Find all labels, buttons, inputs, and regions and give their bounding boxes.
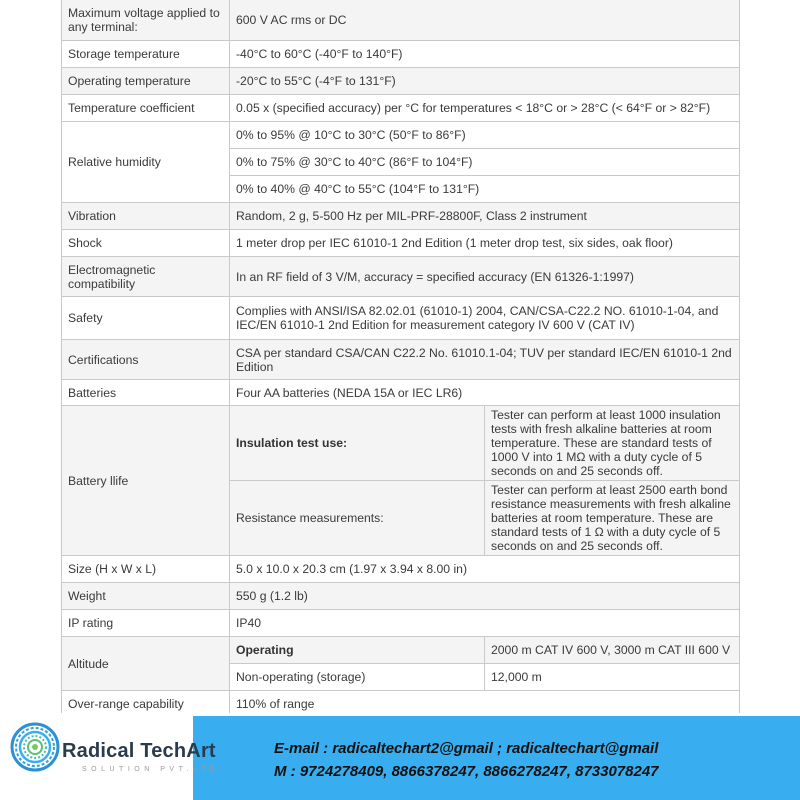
spec-label: Shock [62, 230, 230, 257]
table-row [62, 41, 740, 68]
brand-name: Radical TechArt [62, 740, 216, 762]
spec-label: Over-range capability [62, 691, 230, 718]
spec-value: 0% to 75% @ 30°C to 40°C (86°F to 104°F) [230, 149, 740, 176]
spec-label: Electromagnetic compatibility [62, 257, 230, 297]
phone-line: M : 9724278409, 8866378247, 8866278247, 8733078247 [274, 763, 659, 780]
spec-value: 600 V AC rms or DC [230, 0, 740, 41]
sub-label: Operating [230, 637, 485, 664]
spec-label: Relative humidity [62, 122, 230, 203]
sub-label: Insulation test use: [230, 406, 485, 481]
email-line: E-mail : radicaltechart2@gmail ; radicaltechart@gmail [274, 740, 659, 757]
contact-info [274, 737, 659, 783]
spec-label: Vibration [62, 203, 230, 230]
sub-label: Non-operating (storage) [230, 664, 485, 691]
spec-value: 0% to 95% @ 10°C to 30°C (50°F to 86°F) [230, 122, 740, 149]
spec-value: 12,000 m [485, 664, 740, 691]
spec-value: Four AA batteries (NEDA 15A or IEC LR6) [230, 380, 740, 406]
table-row [62, 583, 740, 610]
spec-value: 0% to 40% @ 40°C to 55°C (104°F to 131°F) [230, 176, 740, 203]
spec-value: 1 meter drop per IEC 61010-1 2nd Edition (1 meter drop test, six sides, oak floor) [230, 230, 740, 257]
specifications-table [61, 0, 740, 718]
spec-value: IP40 [230, 610, 740, 637]
spec-value: 0.05 x (specified accuracy) per °C for temperatures < 18°C or > 28°C (< 64°F or > 82°F) [230, 95, 740, 122]
table-row [62, 0, 740, 41]
table-row [62, 406, 740, 481]
spec-value: Complies with ANSI/ISA 82.02.01 (61010-1) 2004, CAN/CSA-C22.2 NO. 61010-1-04, and IEC/EN 61010-1 2nd Edition for measurement category IV 600 V (CAT IV) [230, 297, 740, 340]
brand-tagline: SOLUTION PVT.LTD. [82, 766, 226, 773]
spec-label: Storage temperature [62, 41, 230, 68]
logo-icon [10, 722, 60, 777]
spec-label: Operating temperature [62, 68, 230, 95]
spec-value: 110% of range [230, 691, 740, 718]
spec-label: Altitude [62, 637, 230, 691]
spec-value: Random, 2 g, 5-500 Hz per MIL-PRF-28800F, Class 2 instrument [230, 203, 740, 230]
table-row [62, 95, 740, 122]
table-row [62, 122, 740, 149]
table-row [62, 556, 740, 583]
sub-label: Resistance measurements: [230, 481, 485, 556]
table-row [62, 203, 740, 230]
spec-label: Battery llife [62, 406, 230, 556]
spec-value: -40°C to 60°C (-40°F to 140°F) [230, 41, 740, 68]
spec-label: Safety [62, 297, 230, 340]
spec-value: Tester can perform at least 1000 insulation tests with fresh alkaline batteries at room temperature. These are standard tests of 1000 V into 1 MΩ with a duty cycle of 5 seconds on and 25 seconds off. [485, 406, 740, 481]
table-row [62, 230, 740, 257]
spec-label: Temperature coefficient [62, 95, 230, 122]
spec-label: Size (H x W x L) [62, 556, 230, 583]
spec-value: Tester can perform at least 2500 earth bond resistance measurements with fresh alkaline batteries at room temperature. These are standard tests of 1 Ω with a duty cycle of 5 seconds on and 25 seconds off. [485, 481, 740, 556]
table-row [62, 340, 740, 380]
table-row [62, 257, 740, 297]
spec-value: -20°C to 55°C (-4°F to 131°F) [230, 68, 740, 95]
table-row [62, 637, 740, 664]
spec-label: Certifications [62, 340, 230, 380]
spec-value: 2000 m CAT IV 600 V, 3000 m CAT III 600 V [485, 637, 740, 664]
table-row [62, 68, 740, 95]
spec-value: In an RF field of 3 V/M, accuracy = specified accuracy (EN 61326-1:1997) [230, 257, 740, 297]
spec-label: IP rating [62, 610, 230, 637]
table-row [62, 610, 740, 637]
spec-value: CSA per standard CSA/CAN C22.2 No. 61010.1-04; TUV per standard IEC/EN 61010-1 2nd Edition [230, 340, 740, 380]
table-row [62, 380, 740, 406]
spec-value: 5.0 x 10.0 x 20.3 cm (1.97 x 3.94 x 8.00 in) [230, 556, 740, 583]
spec-label: Maximum voltage applied to any terminal: [62, 0, 230, 41]
table-row [62, 297, 740, 340]
spec-label: Batteries [62, 380, 230, 406]
spec-label: Weight [62, 583, 230, 610]
spec-value: 550 g (1.2 lb) [230, 583, 740, 610]
